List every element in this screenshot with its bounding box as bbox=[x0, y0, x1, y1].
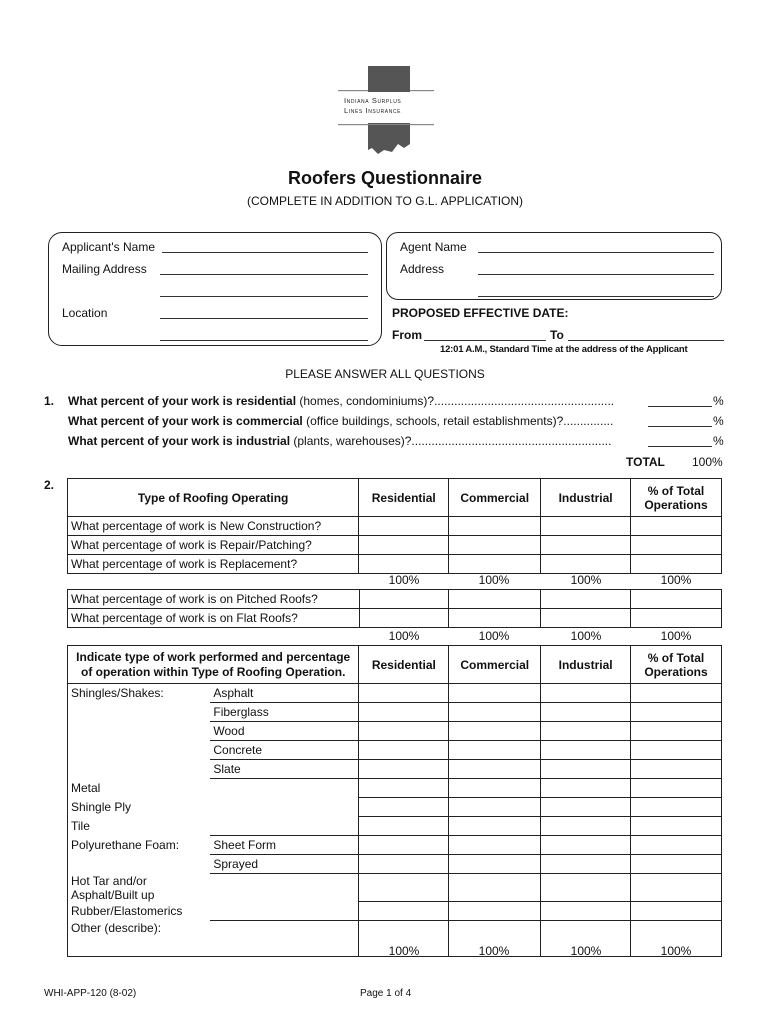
q1-number: 1. bbox=[44, 394, 55, 408]
cell-commercial-input[interactable] bbox=[449, 555, 541, 574]
cell-residential-input[interactable] bbox=[359, 536, 449, 555]
row-question: What percentage of work is Repair/Patching? bbox=[68, 536, 359, 555]
row-main-label: Shingle Ply bbox=[68, 798, 211, 817]
row-sub-label bbox=[210, 817, 359, 836]
row-main-label: Tile bbox=[68, 817, 211, 836]
q1-commercial-question: What percent of your work is commercial bbox=[68, 414, 303, 428]
row-sub-label: Fiberglass bbox=[210, 703, 359, 722]
cell-residential-input[interactable] bbox=[359, 855, 449, 874]
block1-total-ops: 100% bbox=[660, 573, 692, 587]
cell-total-ops-input[interactable] bbox=[631, 874, 722, 902]
cell-residential-input[interactable] bbox=[359, 609, 449, 628]
q1-industrial-question: What percent of your work is industrial bbox=[68, 434, 291, 448]
cell-commercial-input[interactable] bbox=[449, 609, 541, 628]
table-row bbox=[68, 684, 722, 703]
block3-header-row bbox=[68, 646, 722, 684]
table-row bbox=[68, 741, 722, 760]
row-sub-label: Concrete bbox=[210, 741, 359, 760]
table-row bbox=[68, 874, 722, 902]
q1-residential-field[interactable] bbox=[648, 406, 712, 407]
cell-total-ops-input[interactable] bbox=[631, 741, 722, 760]
cell-residential-input[interactable] bbox=[359, 517, 449, 536]
effective-date-heading: PROPOSED EFFECTIVE DATE: bbox=[392, 306, 569, 320]
cell-commercial-input[interactable] bbox=[449, 741, 541, 760]
q1-industrial-detail: (plants, warehouses)?............................................................ bbox=[290, 434, 612, 448]
cell-commercial-input[interactable] bbox=[449, 703, 541, 722]
cell-industrial-input[interactable] bbox=[541, 722, 631, 741]
block2-body bbox=[68, 590, 722, 628]
block1-body bbox=[68, 517, 722, 574]
cell-total-ops-input[interactable] bbox=[631, 609, 722, 628]
q1-industrial-field[interactable] bbox=[648, 446, 712, 447]
q1-residential-detail: (homes, condominiums)?...................................................... bbox=[296, 394, 615, 408]
cell-commercial-input[interactable] bbox=[449, 517, 541, 536]
table-row bbox=[68, 536, 722, 555]
cell-total-ops-input[interactable] bbox=[631, 817, 722, 836]
row-main-label: Rubber/Elastomerics bbox=[68, 902, 211, 921]
cell-total-ops-input[interactable] bbox=[631, 722, 722, 741]
cell-commercial-input[interactable] bbox=[449, 779, 541, 798]
row-main-label bbox=[68, 741, 211, 760]
agent-name-label: Agent Name bbox=[400, 240, 467, 254]
cell-industrial-input[interactable] bbox=[541, 902, 631, 921]
q1-total-label: TOTAL bbox=[626, 455, 665, 469]
location-label: Location bbox=[62, 306, 108, 320]
header-commercial: Commercial bbox=[449, 479, 541, 517]
cell-residential-input[interactable] bbox=[359, 684, 449, 703]
header-industrial: Industrial bbox=[541, 479, 631, 517]
cell-residential-input[interactable] bbox=[359, 722, 449, 741]
row-main-label: Metal bbox=[68, 779, 211, 798]
cell-total-ops-input[interactable] bbox=[631, 590, 722, 609]
cell-industrial-input[interactable] bbox=[541, 798, 631, 817]
block3-header-type: Indicate type of work performed and percentage of operation within Type of Roofing Operation. bbox=[68, 646, 359, 684]
mailing-address-field[interactable] bbox=[160, 274, 368, 275]
from-label: From bbox=[392, 328, 422, 342]
cell-residential-input[interactable] bbox=[359, 590, 449, 609]
cell-residential-input[interactable] bbox=[359, 741, 449, 760]
block2-total-commercial: 100% bbox=[478, 629, 510, 643]
row-main-label: Other (describe): bbox=[68, 921, 211, 957]
q1-total-value: 100% bbox=[692, 455, 723, 469]
agent-address-label: Address bbox=[400, 262, 445, 276]
cell-industrial-input[interactable] bbox=[541, 760, 631, 779]
mailing-address-label: Mailing Address bbox=[62, 262, 147, 276]
row-main-label bbox=[68, 855, 211, 874]
cell-industrial-input[interactable] bbox=[541, 590, 631, 609]
cell-residential-input[interactable] bbox=[359, 779, 449, 798]
table-row bbox=[68, 836, 722, 855]
from-date-field[interactable] bbox=[424, 340, 546, 341]
page-title: Roofers Questionnaire bbox=[287, 168, 483, 188]
logo-text bbox=[344, 96, 434, 116]
to-label: To bbox=[550, 328, 564, 342]
page-number: Page 1 of 4 bbox=[360, 988, 412, 999]
cell-industrial-input[interactable] bbox=[541, 609, 631, 628]
cell-commercial-input[interactable] bbox=[449, 536, 541, 555]
q1-residential-text bbox=[68, 394, 614, 408]
logo-line-1: Indiana Surplus bbox=[344, 96, 402, 105]
agent-name-field[interactable] bbox=[478, 252, 714, 253]
roof-pitch-table bbox=[67, 589, 722, 628]
cell-industrial-input[interactable] bbox=[541, 779, 631, 798]
row-question: What percentage of work is on Flat Roofs? bbox=[68, 609, 360, 628]
cell-residential-input[interactable] bbox=[359, 817, 449, 836]
row-sub-label bbox=[210, 874, 359, 902]
header-total-ops: % of Total Operations bbox=[631, 479, 722, 517]
block1-total-residential: 100% bbox=[388, 573, 420, 587]
table-row bbox=[68, 798, 722, 817]
block2-total-ops: 100% bbox=[660, 629, 692, 643]
row-sub-label bbox=[210, 779, 359, 798]
block3-header-residential: Residential bbox=[359, 646, 449, 684]
block3-total-residential: 100% bbox=[388, 944, 420, 958]
row-main-label bbox=[68, 722, 211, 741]
applicant-name-label: Applicant's Name bbox=[62, 240, 155, 254]
cell-total-ops-input[interactable] bbox=[631, 760, 722, 779]
block3-body bbox=[68, 684, 722, 957]
table-row bbox=[68, 555, 722, 574]
block3-total-ops: 100% bbox=[660, 944, 692, 958]
cell-residential-input[interactable] bbox=[359, 874, 449, 902]
cell-residential-input[interactable] bbox=[359, 902, 449, 921]
cell-commercial-input[interactable] bbox=[449, 836, 541, 855]
indiana-logo-icon bbox=[338, 66, 434, 166]
row-sub-label: Sprayed bbox=[210, 855, 359, 874]
q1-commercial-detail: (office buildings, schools, retail establishments)?............... bbox=[302, 414, 614, 428]
row-sub-label: Asphalt bbox=[210, 684, 359, 703]
cell-industrial-input[interactable] bbox=[541, 684, 631, 703]
cell-industrial-input[interactable] bbox=[541, 555, 631, 574]
cell-commercial-input[interactable] bbox=[449, 874, 541, 902]
cell-commercial-input[interactable] bbox=[449, 817, 541, 836]
cell-total-ops-input[interactable] bbox=[631, 517, 722, 536]
row-sub-label: Sheet Form bbox=[210, 836, 359, 855]
row-sub-label bbox=[210, 902, 359, 921]
cell-total-ops-input[interactable] bbox=[631, 836, 722, 855]
cell-residential-input[interactable] bbox=[359, 703, 449, 722]
form-id: WHI-APP-120 (8-02) bbox=[44, 988, 137, 999]
cell-industrial-input[interactable] bbox=[541, 855, 631, 874]
row-main-label: Polyurethane Foam: bbox=[68, 836, 211, 855]
table-row bbox=[68, 779, 722, 798]
q1-commercial-field[interactable] bbox=[648, 426, 712, 427]
row-main-label: Shingles/Shakes: bbox=[68, 684, 211, 703]
cell-total-ops-input[interactable] bbox=[631, 798, 722, 817]
applicant-name-field[interactable] bbox=[162, 252, 368, 253]
table-row bbox=[68, 590, 722, 609]
block3-total-industrial: 100% bbox=[570, 944, 602, 958]
header-residential: Residential bbox=[359, 479, 449, 517]
table-row bbox=[68, 902, 722, 921]
cell-industrial-input[interactable] bbox=[541, 741, 631, 760]
block3-header-total-ops: % of Total Operations bbox=[631, 646, 722, 684]
cell-industrial-input[interactable] bbox=[541, 836, 631, 855]
cell-industrial-input[interactable] bbox=[541, 817, 631, 836]
cell-residential-input[interactable] bbox=[359, 760, 449, 779]
cell-commercial-input[interactable] bbox=[449, 722, 541, 741]
row-question: What percentage of work is New Construction? bbox=[68, 517, 359, 536]
cell-commercial-input[interactable] bbox=[449, 760, 541, 779]
cell-residential-input[interactable] bbox=[359, 555, 449, 574]
block3-total-commercial: 100% bbox=[478, 944, 510, 958]
row-sub-label: Wood bbox=[210, 722, 359, 741]
cell-total-ops-input[interactable] bbox=[631, 902, 722, 921]
q1-commercial-text bbox=[68, 414, 613, 428]
cell-total-ops-input[interactable] bbox=[631, 855, 722, 874]
block1-total-commercial: 100% bbox=[478, 573, 510, 587]
block2-total-residential: 100% bbox=[388, 629, 420, 643]
mailing-address-field-2[interactable] bbox=[160, 296, 368, 297]
q1-commercial-percent: % bbox=[713, 414, 724, 428]
effective-time-note: 12:01 A.M., Standard Time at the address of the Applicant bbox=[440, 344, 688, 355]
row-sub-label: Slate bbox=[210, 760, 359, 779]
block3-header-commercial: Commercial bbox=[449, 646, 541, 684]
cell-commercial-input[interactable] bbox=[449, 684, 541, 703]
location-field-2[interactable] bbox=[160, 340, 368, 341]
cell-commercial-input[interactable] bbox=[449, 902, 541, 921]
cell-commercial-input[interactable] bbox=[449, 855, 541, 874]
block2-total-industrial: 100% bbox=[570, 629, 602, 643]
cell-residential-input[interactable] bbox=[359, 836, 449, 855]
cell-industrial-input[interactable] bbox=[541, 517, 631, 536]
row-question: What percentage of work is on Pitched Roofs? bbox=[68, 590, 360, 609]
q1-residential-percent: % bbox=[713, 394, 724, 408]
cell-industrial-input[interactable] bbox=[541, 874, 631, 902]
row-question: What percentage of work is Replacement? bbox=[68, 555, 359, 574]
instructions: PLEASE ANSWER ALL QUESTIONS bbox=[285, 367, 485, 381]
q1-residential-question: What percent of your work is residential bbox=[68, 394, 297, 408]
table-row bbox=[68, 722, 722, 741]
work-type-table bbox=[67, 645, 722, 957]
cell-total-ops-input[interactable] bbox=[631, 536, 722, 555]
roofing-type-table bbox=[67, 478, 722, 574]
location-field[interactable] bbox=[160, 318, 368, 319]
row-sub-label bbox=[210, 798, 359, 817]
row-main-label: Hot Tar and/or Asphalt/Built up bbox=[68, 874, 211, 902]
table-row bbox=[68, 855, 722, 874]
table-row bbox=[68, 517, 722, 536]
table-row bbox=[68, 703, 722, 722]
block1-total-industrial: 100% bbox=[570, 573, 602, 587]
cell-industrial-input[interactable] bbox=[541, 703, 631, 722]
q1-industrial-text bbox=[68, 434, 611, 448]
agent-address-field[interactable] bbox=[478, 274, 714, 275]
cell-total-ops-input[interactable] bbox=[631, 779, 722, 798]
row-main-label bbox=[68, 703, 211, 722]
agent-address-field-2[interactable] bbox=[478, 296, 714, 297]
table-row bbox=[68, 609, 722, 628]
row-sub-label bbox=[210, 921, 359, 957]
header-type: Type of Roofing Operating bbox=[68, 479, 359, 517]
logo-line-2: Lines Insurance bbox=[344, 106, 402, 115]
cell-total-ops-input[interactable] bbox=[631, 684, 722, 703]
cell-total-ops-input[interactable] bbox=[631, 703, 722, 722]
q1-industrial-percent: % bbox=[713, 434, 724, 448]
table-row bbox=[68, 760, 722, 779]
cell-industrial-input[interactable] bbox=[541, 536, 631, 555]
cell-commercial-input[interactable] bbox=[449, 798, 541, 817]
page-subtitle: (COMPLETE IN ADDITION TO G.L. APPLICATION) bbox=[246, 194, 524, 208]
table-header-row bbox=[68, 479, 722, 517]
table-row bbox=[68, 817, 722, 836]
cell-total-ops-input[interactable] bbox=[631, 555, 722, 574]
cell-commercial-input[interactable] bbox=[449, 590, 541, 609]
to-date-field[interactable] bbox=[568, 340, 724, 341]
block3-header-industrial: Industrial bbox=[541, 646, 631, 684]
row-main-label bbox=[68, 760, 211, 779]
cell-residential-input[interactable] bbox=[359, 798, 449, 817]
q2-number: 2. bbox=[44, 478, 55, 492]
